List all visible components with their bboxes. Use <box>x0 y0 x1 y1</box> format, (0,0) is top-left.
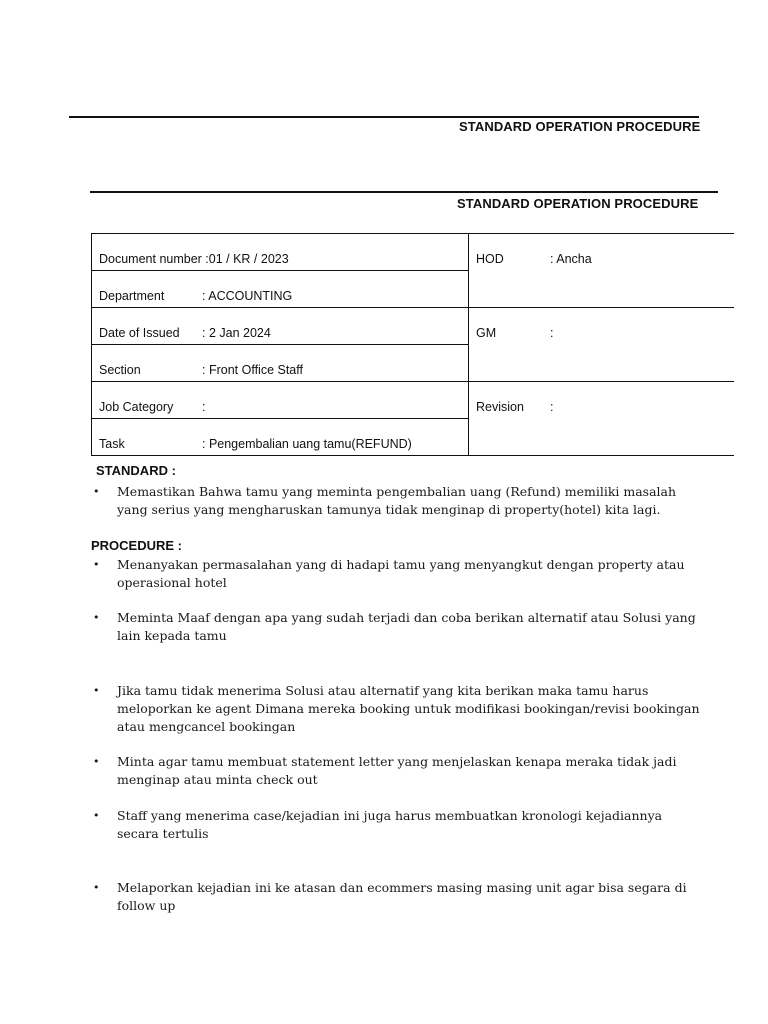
list-item <box>91 556 701 592</box>
document-info-table <box>91 233 734 456</box>
task-label: Task <box>99 437 125 451</box>
list-item <box>91 879 701 915</box>
document-number-cell <box>92 234 469 271</box>
date-label: Date of Issued <box>99 326 180 340</box>
standard-item-text: Memastikan Bahwa tamu yang meminta pengembalian uang (Refund) memiliki masalah yang serius yang mengharuskan tamunya tidak menginap di property(hotel) kita lagi. <box>117 484 677 517</box>
department-value: : ACCOUNTING <box>202 289 293 303</box>
procedure-item-text: Meminta Maaf dengan apa yang sudah terjadi dan coba berikan alternatif atau Solusi yang lain kepada tamu <box>117 610 696 643</box>
table-row <box>92 382 735 419</box>
procedure-item-text: Staff yang menerima case/kejadian ini juga harus membuatkan kronologi kejadiannya secara tertulis <box>117 808 663 841</box>
task-cell <box>92 419 469 456</box>
bullet-icon: • <box>93 755 100 768</box>
procedure-item-text: Jika tamu tidak menerima Solusi atau alternatif yang kita berikan maka tamu harus meloporkan ke agent Dimana mereka booking untuk modifikasi bookingan/revisi bookingan atau mengcancel bookingan <box>117 683 700 734</box>
table-row <box>92 308 735 345</box>
date-cell <box>92 308 469 345</box>
gm-value: : <box>550 326 554 340</box>
document-number-label: Document number :01 / KR / 2023 <box>99 252 289 266</box>
page-title-top: STANDARD OPERATION PROCEDURE <box>459 119 701 134</box>
hod-cell <box>469 234 735 308</box>
task-value: : Pengembalian uang tamu(REFUND) <box>202 437 412 451</box>
procedure-item-text: Melaporkan kejadian ini ke atasan dan ecommers masing masing unit agar bisa segara di follow up <box>117 880 687 913</box>
top-rule <box>69 116 699 118</box>
bullet-icon: • <box>93 611 100 624</box>
procedure-item-text: Minta agar tamu membuat statement letter yang menjelaskan kenapa meraka tidak jadi menginap atau minta check out <box>117 754 677 787</box>
bullet-icon: • <box>93 684 100 697</box>
section-cell <box>92 345 469 382</box>
department-cell <box>92 271 469 308</box>
gm-cell <box>469 308 735 382</box>
list-item <box>91 753 701 789</box>
list-item <box>91 682 701 736</box>
section-label: Section <box>99 363 141 377</box>
job-category-cell <box>92 382 469 419</box>
gm-label: GM <box>476 326 497 340</box>
revision-value: : <box>550 400 554 414</box>
second-rule <box>90 191 718 193</box>
date-value: : 2 Jan 2024 <box>202 326 271 340</box>
bullet-icon: • <box>93 558 100 571</box>
list-item <box>91 807 701 843</box>
bullet-icon: • <box>93 809 100 822</box>
list-item <box>91 609 701 645</box>
department-label: Department <box>99 289 165 303</box>
bullet-icon: • <box>93 881 100 894</box>
bullet-icon: • <box>93 485 100 498</box>
section-value: : Front Office Staff <box>202 363 303 377</box>
list-item <box>91 483 701 519</box>
revision-cell <box>469 382 735 456</box>
standard-heading: STANDARD : <box>96 463 176 478</box>
procedure-heading: PROCEDURE : <box>91 538 183 553</box>
revision-label: Revision <box>476 400 524 414</box>
table-row <box>92 234 735 271</box>
job-category-label: Job Category <box>99 400 174 414</box>
hod-label: HOD <box>476 252 504 266</box>
procedure-item-text: Menanyakan permasalahan yang di hadapi tamu yang menyangkut dengan property atau operasional hotel <box>117 557 685 590</box>
job-category-value: : <box>202 400 206 414</box>
hod-value: : Ancha <box>550 252 592 266</box>
page-title-second: STANDARD OPERATION PROCEDURE <box>457 196 699 211</box>
